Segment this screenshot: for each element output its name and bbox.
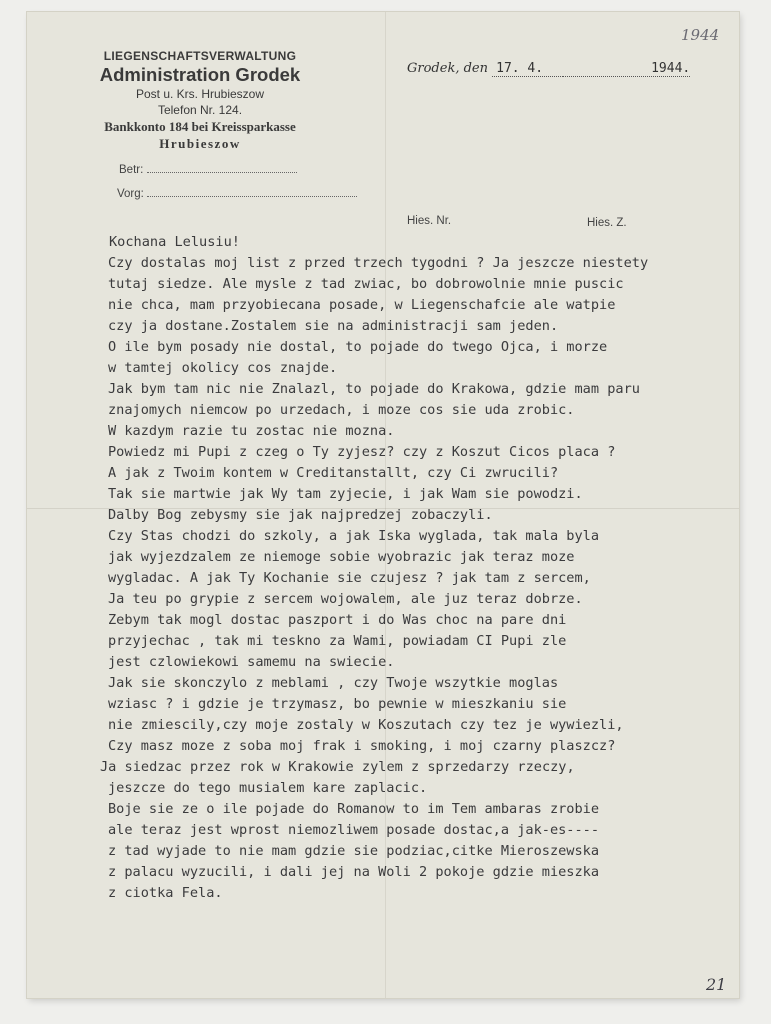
letter-line: tutaj siedze. Ale mysle z tad zwiac, bo dobrowolnie mnie puscic xyxy=(108,276,624,292)
letter-line: Ja siedzac przez rok w Krakowie zylem z sprzedarzy rzeczy, xyxy=(100,759,575,775)
letter-line: Zebym tak mogl dostac paszport i do Was choc na pare dni xyxy=(108,612,567,628)
letter-line: nie zmiescily,czy moje zostaly w Koszutach czy tez je wywiezli, xyxy=(108,717,624,733)
archive-page-number: 21 xyxy=(706,975,727,994)
hies-z-label: Hies. Z. xyxy=(587,217,627,229)
letter-line: z tad wyjade to nie mam gdzie sie podziac,citke Mieroszewska xyxy=(108,843,600,859)
letterhead-bank: Bankkonto 184 bei Kreissparkasse xyxy=(104,119,296,134)
letter-line: O ile bym posady nie dostal, to pojade do twego Ojca, i morze xyxy=(108,339,608,355)
letter-line: z palacu wyzucili, i dali jej na Woli 2 pokoje gdzie mieszka xyxy=(108,864,600,880)
letter-body xyxy=(100,232,728,904)
letter-line: wziasc ? i gdzie je trzymasz, bo pewnie w mieszkaniu sie xyxy=(108,696,567,712)
date-place: Grodek, den xyxy=(407,61,488,76)
letter-line: Dalby Bog zebysmy sie jak najpredzej zobaczyli. xyxy=(108,507,493,523)
betr-label: Betr: xyxy=(119,164,144,176)
letter-line: Powiedz mi Pupi z czeg o Ty zyjesz? czy z Koszut Cicos placa ? xyxy=(108,444,616,460)
date-year: 1944. xyxy=(563,61,690,77)
betr-field xyxy=(119,162,297,176)
date-line xyxy=(407,61,690,77)
letter-line: jeszcze do tego musialem kare zaplacic. xyxy=(108,780,428,796)
letterhead-bank-city: Hrubieszow xyxy=(159,136,241,151)
vorg-field xyxy=(117,186,357,200)
letter-line: ale teraz jest wprost niemozliwem posade dostac,a jak-es---- xyxy=(108,822,600,838)
letter-line: z ciotka Fela. xyxy=(108,885,223,901)
letter-line: jak wyjezdzalem ze niemoge sobie wyobrazic jak teraz moze xyxy=(108,549,575,565)
hies-nr-label: Hies. Nr. xyxy=(407,215,452,227)
letter-line: wygladac. A jak Ty Kochanie sie czujesz ? jak tam z sercem, xyxy=(108,570,591,586)
letter-line: Czy masz moze z soba moj frak i smoking, i moj czarny plaszcz? xyxy=(108,738,616,754)
letterhead xyxy=(70,49,330,152)
letter-line: w tamtej okolicy cos znajde. xyxy=(108,360,338,376)
letter-line: Kochana Lelusiu! xyxy=(109,234,240,250)
letter-line: Boje sie ze o ile pojade do Romanow to im Tem ambaras zrobie xyxy=(108,801,600,817)
letter-line: Jak sie skonczylo z meblami , czy Twoje wszytkie moglas xyxy=(108,675,559,691)
archive-year-note: 1944 xyxy=(681,26,720,44)
letter-line: Tak sie martwie jak Wy tam zyjecie, i jak Wam sie powodzi. xyxy=(108,486,583,502)
letter-line: Ja teu po grypie z sercem wojowalem, ale juz teraz dobrze. xyxy=(108,591,583,607)
letter-line: jest czlowiekowi samemu na swiecie. xyxy=(108,654,395,670)
letterhead-org-top: LIEGENSCHAFTSVERWALTUNG xyxy=(103,49,297,63)
letter-line: przyjechac , tak mi teskno za Wami, powiadam CI Pupi zle xyxy=(108,633,567,649)
letter-line: W kazdym razie tu zostac nie mozna. xyxy=(108,423,395,439)
letter-line: A jak z Twoim kontem w Creditanstallt, czy Ci zwrucili? xyxy=(108,465,559,481)
date-day-month: 17. 4. xyxy=(492,61,563,77)
vorg-label: Vorg: xyxy=(117,188,144,200)
betr-dotted-line xyxy=(147,162,297,173)
letter-line: Jak bym tam nic nie Znalazl, to pojade do Krakowa, gdzie mam paru xyxy=(108,381,640,397)
letterhead-post: Post u. Krs. Hrubieszow xyxy=(135,87,265,101)
letter-line: Czy dostalas moj list z przed trzech tygodni ? Ja jeszcze niestety xyxy=(108,255,649,271)
letter-line: czy ja dostane.Zostalem sie na administracji sam jeden. xyxy=(108,318,559,334)
letter-line: znajomych niemcow po urzedach, i moze cos sie uda zrobic. xyxy=(108,402,575,418)
vorg-dotted-line xyxy=(147,186,357,197)
letter-line: nie chca, mam przyobiecana posade, w Liegenschafcie ale watpie xyxy=(108,297,616,313)
letterhead-org-name: Administration Grodek xyxy=(99,64,301,85)
letterhead-phone: Telefon Nr. 124. xyxy=(157,103,243,117)
letter-line: Czy Stas chodzi do szkoly, a jak Iska wyglada, tak mala byla xyxy=(108,528,600,544)
